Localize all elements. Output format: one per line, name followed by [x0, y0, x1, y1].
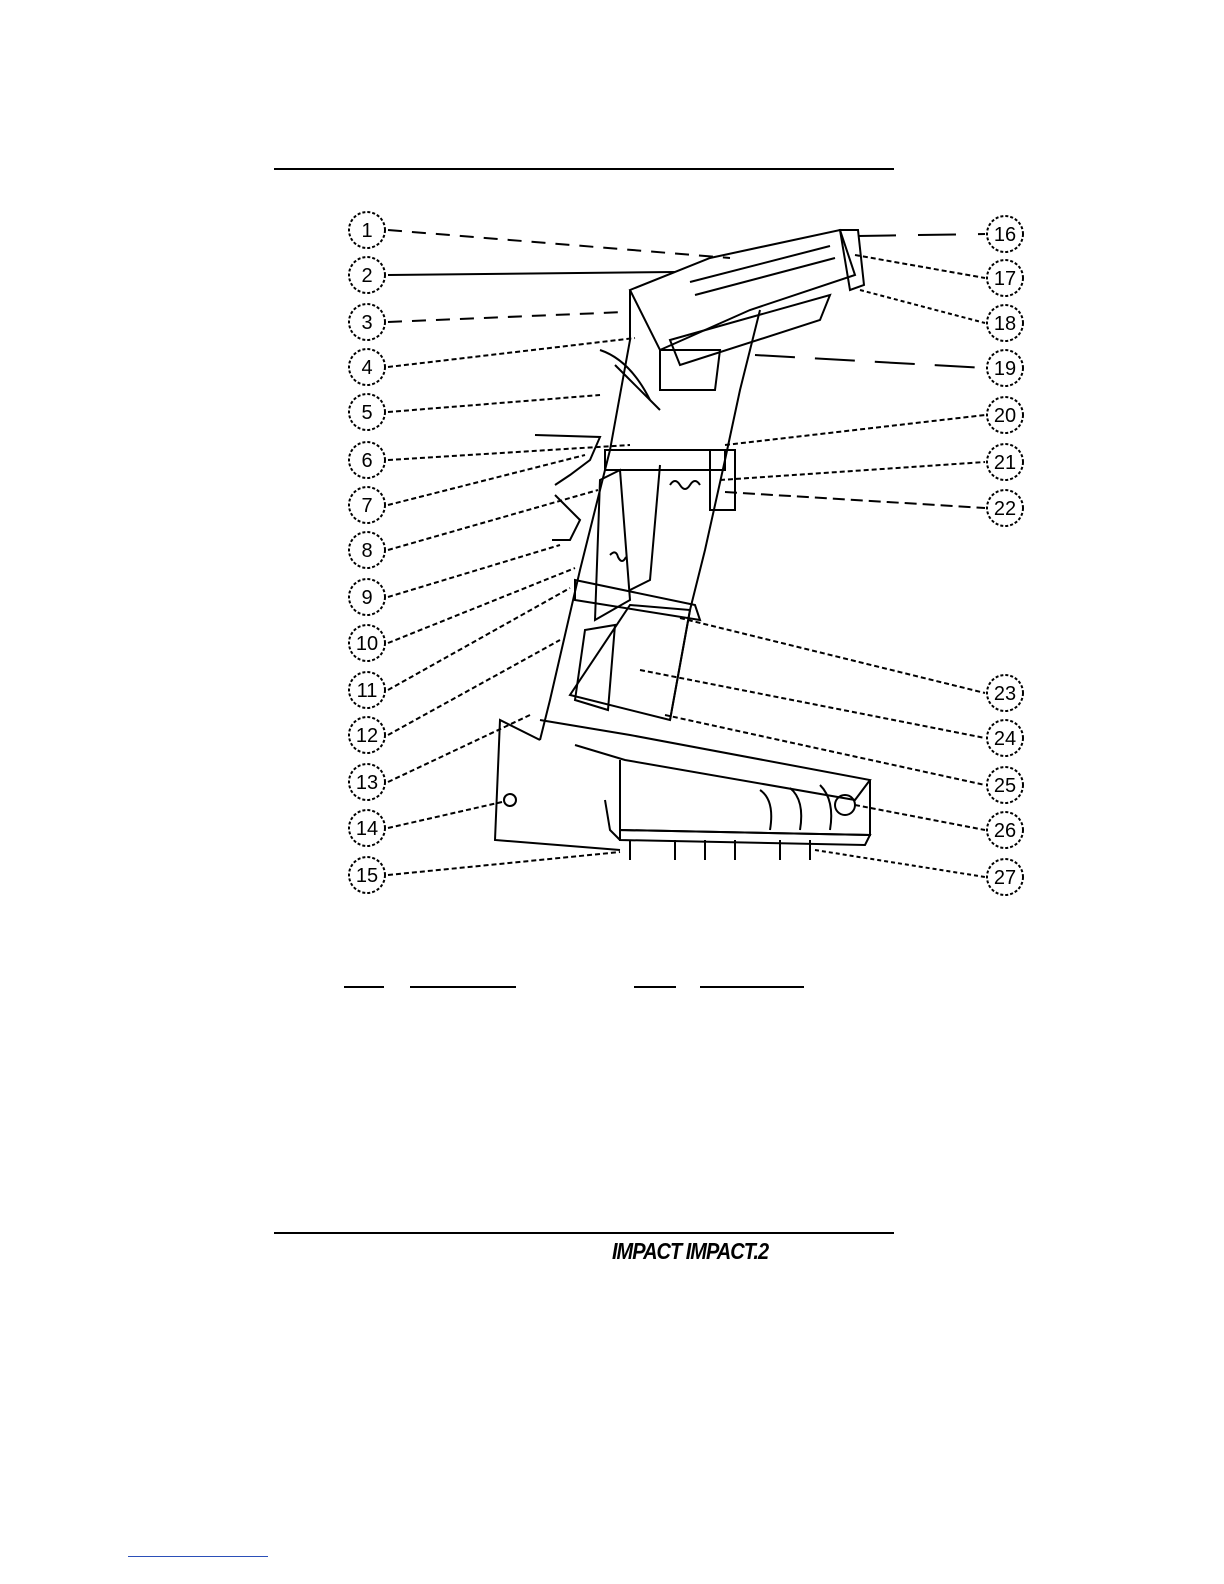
- table-header-right-item: [634, 970, 676, 988]
- callout-15: [349, 852, 620, 893]
- callout-17: [855, 255, 1023, 296]
- callout-5: [349, 394, 600, 430]
- svg-text:8: 8: [361, 540, 373, 562]
- footer-link-underline[interactable]: [128, 1556, 268, 1557]
- svg-text:10: 10: [355, 633, 379, 655]
- exploded-parts-diagram: [330, 200, 1050, 910]
- svg-text:24: 24: [993, 728, 1017, 750]
- svg-text:19: 19: [993, 358, 1017, 380]
- callout-6: [349, 442, 630, 478]
- svg-text:16: 16: [993, 224, 1017, 246]
- callout-1: [349, 212, 730, 258]
- svg-text:25: 25: [993, 775, 1017, 797]
- table-header-right-description: [700, 970, 804, 988]
- svg-text:13: 13: [355, 772, 379, 794]
- callout-10: [349, 568, 575, 661]
- table-header-left-item: [344, 970, 384, 988]
- callout-26: [855, 805, 1023, 848]
- svg-text:2: 2: [361, 265, 373, 287]
- svg-text:17: 17: [993, 268, 1017, 290]
- table-header-left-description: [410, 970, 516, 988]
- footer-rule: [274, 1232, 894, 1234]
- svg-text:6: 6: [361, 450, 373, 472]
- svg-text:9: 9: [361, 587, 373, 609]
- right-callouts: [640, 216, 1023, 895]
- callout-24: [640, 670, 1023, 756]
- callout-25: [665, 715, 1023, 803]
- callout-20: [725, 397, 1023, 445]
- header-rule: [274, 168, 894, 170]
- callout-3: [349, 304, 625, 340]
- svg-text:23: 23: [993, 683, 1017, 705]
- svg-text:1: 1: [361, 220, 373, 242]
- callout-4: [349, 338, 635, 385]
- svg-text:14: 14: [355, 818, 379, 840]
- svg-text:12: 12: [355, 725, 379, 747]
- callout-8: [349, 490, 598, 568]
- callout-27: [815, 850, 1023, 895]
- svg-text:20: 20: [993, 405, 1017, 427]
- callout-2: [349, 257, 675, 293]
- svg-text:5: 5: [361, 402, 373, 424]
- callout-18: [860, 290, 1023, 341]
- callout-19: [755, 350, 1023, 386]
- callout-14: [349, 802, 502, 846]
- callout-16: [858, 216, 1023, 252]
- svg-text:22: 22: [993, 498, 1017, 520]
- svg-text:7: 7: [361, 495, 373, 517]
- callout-22: [725, 490, 1023, 526]
- svg-text:15: 15: [355, 865, 379, 887]
- svg-text:27: 27: [993, 867, 1017, 889]
- callout-23: [680, 618, 1023, 711]
- svg-text:18: 18: [993, 313, 1017, 335]
- machine-drawing: [495, 230, 870, 860]
- svg-text:26: 26: [993, 820, 1017, 842]
- left-callouts: [349, 212, 730, 893]
- svg-text:3: 3: [361, 312, 373, 334]
- callout-21: [720, 444, 1023, 480]
- svg-text:11: 11: [356, 680, 378, 702]
- svg-text:21: 21: [993, 452, 1017, 474]
- footer-brand-logo: IMPACT IMPACT.2: [612, 1239, 769, 1265]
- svg-text:4: 4: [361, 357, 373, 379]
